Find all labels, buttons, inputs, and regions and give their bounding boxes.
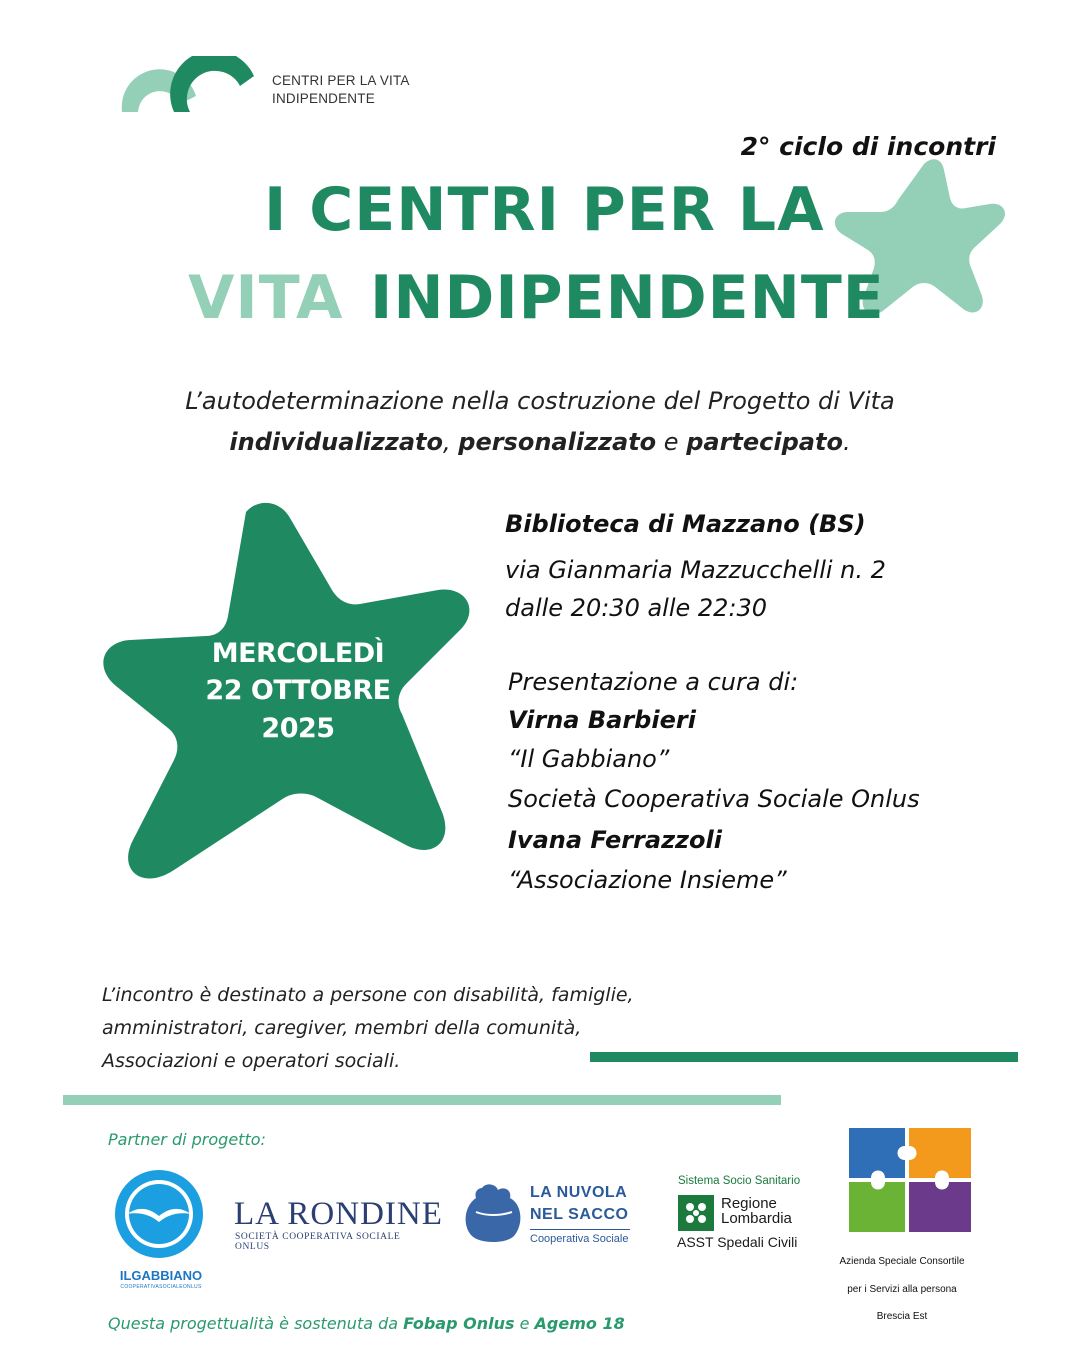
sponsor-mid: e (514, 1314, 535, 1333)
sponsor-org1: Fobap Onlus (403, 1314, 515, 1333)
event-address: via Gianmaria Mazzucchelli n. 2 (505, 556, 886, 584)
nuvola-sack-icon (462, 1182, 524, 1246)
rondine-sub: SOCIETÀ COOPERATIVA SOCIALE ONLUS (235, 1232, 401, 1252)
speaker1-org1: “Il Gabbiano” (508, 745, 670, 773)
sponsor-prefix: Questa progettualità è sostenuta da (108, 1314, 404, 1333)
subtitle-word-individualizzato: individualizzato (229, 428, 443, 456)
puzzle-logo-icon (845, 1124, 977, 1236)
audience-line1: L’incontro è destinato a persone con disabilità, famiglie, (102, 984, 634, 1006)
gabbiano-name: ILGABBIANO (119, 1268, 203, 1283)
event-time: dalle 20:30 alle 22:30 (505, 594, 768, 622)
asst-label: ASST Spedali Civili (677, 1234, 798, 1250)
subtitle-sep1: , (443, 428, 459, 456)
title-line2-dark: INDIPENDENTE (370, 263, 885, 333)
audience-line3: Associazioni e operatori sociali. (102, 1050, 401, 1072)
azienda-line2: per i Servizi alla persona (847, 1284, 957, 1295)
subtitle-line1: L’autodeterminazione nella costruzione del Progetto di Vita (185, 387, 895, 415)
subtitle-word-partecipato: partecipato (686, 428, 843, 456)
org-name-line1: CENTRI PER LA VITA (272, 73, 410, 88)
speaker1-name: Virna Barbieri (508, 706, 696, 734)
audience-line2: amministratori, caregiver, membri della comunità, (102, 1017, 582, 1039)
title-line2-light: VITA (188, 263, 344, 333)
subtitle-line2 (0, 428, 1080, 456)
org-name-line2: INDIPENDENTE (272, 91, 375, 106)
speaker2-org: “Associazione Insieme” (508, 866, 787, 894)
subtitle-sep2: e (656, 428, 687, 456)
cpvi-logo-icon (118, 56, 258, 116)
gabbiano-logo-icon (113, 1168, 205, 1260)
subtitle-word-personalizzato: personalizzato (458, 428, 657, 456)
rondine-name: LA RONDINE (234, 1196, 443, 1232)
sponsor-line (108, 1314, 625, 1333)
regione-label: Regione (721, 1195, 777, 1212)
title-line1: I CENTRI PER LA (264, 175, 825, 245)
nuvola-sub: Cooperativa Sociale (530, 1233, 629, 1245)
presented-by-label: Presentazione a cura di: (508, 668, 799, 696)
divider-dark (590, 1052, 1018, 1062)
nuvola-underline (530, 1229, 630, 1230)
date-year: 2025 (261, 713, 335, 744)
gabbiano-sub: COOPERATIVASOCIALEONLUS (120, 1284, 202, 1290)
date-date: 22 OTTOBRE (205, 675, 391, 706)
speaker2-name: Ivana Ferrazzoli (508, 826, 722, 854)
speaker1-org2: Società Cooperativa Sociale Onlus (508, 785, 920, 813)
nuvola-line2: NEL SACCO (530, 1206, 629, 1223)
sss-label: Sistema Socio Sanitario (678, 1175, 801, 1187)
partners-label: Partner di progetto: (108, 1130, 266, 1149)
azienda-line1: Azienda Speciale Consortile (839, 1256, 965, 1267)
nuvola-line1: LA NUVOLA (530, 1184, 628, 1201)
cycle-label: 2° ciclo di incontri (740, 132, 996, 161)
azienda-line3: Brescia Est (876, 1311, 928, 1322)
lombardia-label: Lombardia (721, 1210, 792, 1227)
lombardia-rose-icon (678, 1195, 714, 1231)
event-venue: Biblioteca di Mazzano (BS) (505, 510, 866, 538)
divider-light (63, 1095, 781, 1105)
sponsor-org2: Agemo 18 (534, 1314, 625, 1333)
subtitle-end: . (842, 428, 851, 456)
date-day: MERCOLEDÌ (211, 638, 385, 669)
